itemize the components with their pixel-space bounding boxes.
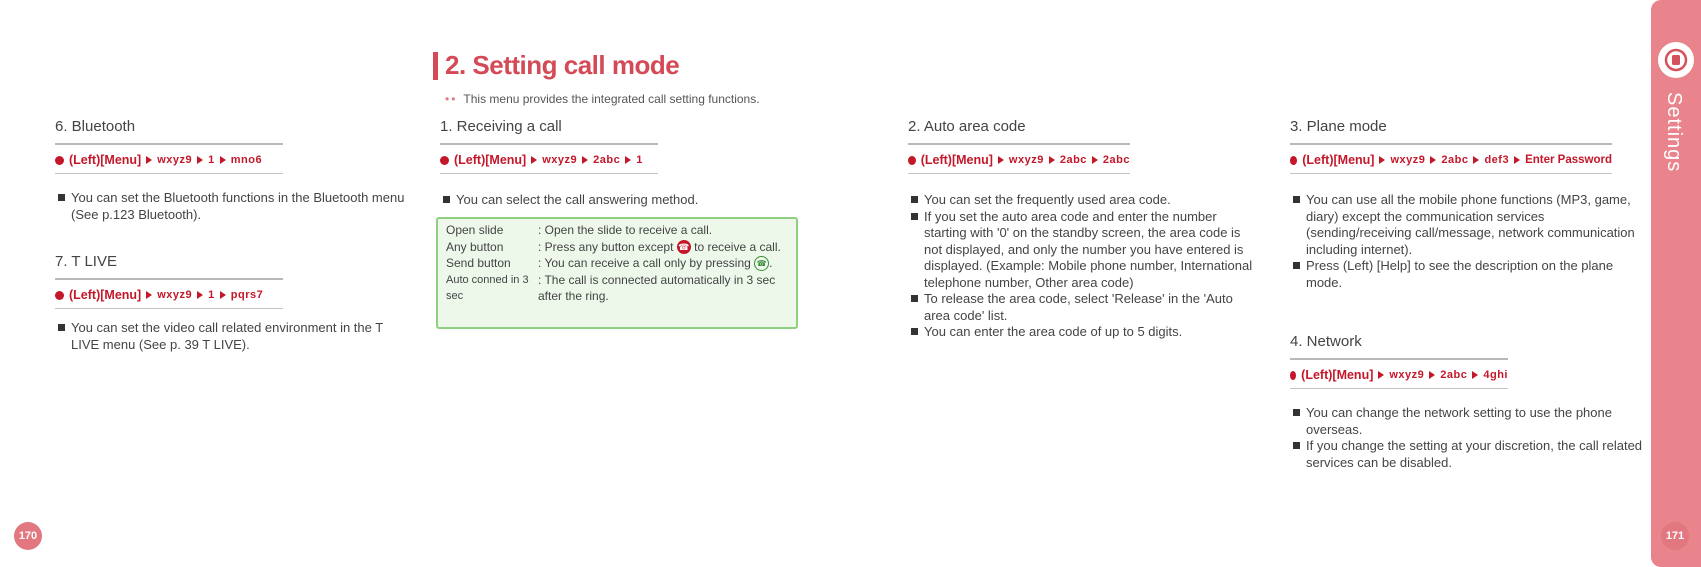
section-auto-area-code xyxy=(908,118,1130,174)
section-title: 4. Network xyxy=(1290,333,1362,350)
option-value-pre: : Press any button except xyxy=(538,239,674,254)
arrow-right-icon xyxy=(1430,156,1436,164)
path-key: 4ghi xyxy=(1483,369,1508,381)
bullet-circle-icon xyxy=(440,156,449,165)
section-receiving xyxy=(440,118,658,174)
side-tab-label: Settings xyxy=(1663,92,1685,173)
option-value: : The call is connected automatically in 3 sec after the ring. xyxy=(538,272,776,303)
path-key: 1 xyxy=(208,154,215,166)
path-key: def3 xyxy=(1484,154,1510,166)
bullet-circle-icon xyxy=(55,291,64,300)
menu-path xyxy=(1290,153,1612,167)
receiving-bullets xyxy=(443,192,803,209)
divider xyxy=(908,143,1130,145)
path-key: mno6 xyxy=(230,154,263,166)
option-row xyxy=(446,222,788,239)
divider xyxy=(55,143,283,145)
path-key: 2abc xyxy=(1440,369,1468,381)
arrow-right-icon xyxy=(625,156,631,164)
path-key: wxyz9 xyxy=(157,154,193,166)
page-number-left: 170 xyxy=(14,522,42,550)
path-step: Enter Password xyxy=(1525,154,1612,166)
settings-icon xyxy=(1658,42,1694,78)
list-item: If you change the setting at your discretion, the call related services can be disabled. xyxy=(1293,438,1648,471)
answer-options-box xyxy=(436,217,798,329)
arrow-right-icon xyxy=(1049,156,1055,164)
option-row xyxy=(446,255,788,272)
list-item: Press (Left) [Help] to see the description on the plane mode. xyxy=(1293,258,1648,291)
section-tlive xyxy=(55,253,283,309)
network-bullets xyxy=(1293,405,1648,471)
option-value-post: . xyxy=(769,256,773,270)
list-item: If you set the auto area code and enter the number starting with '0' on the standby screen, the area code is not displayed, and only the number you have entered is displayed. (Example: Mobile phone number, International telephone number, Other area code) xyxy=(911,209,1261,292)
option-label: Auto conned in 3 sec xyxy=(446,273,529,302)
path-step: (Left)[Menu] xyxy=(1302,153,1375,167)
tlive-bullets xyxy=(58,320,408,353)
arrow-right-icon xyxy=(1472,371,1478,379)
plane-mode-bullets xyxy=(1293,192,1648,291)
menu-path xyxy=(440,153,658,167)
arrow-right-icon xyxy=(531,156,537,164)
send-icon: ☎ xyxy=(754,256,769,271)
option-value xyxy=(538,239,788,256)
list-item: You can enter the area code of up to 5 digits. xyxy=(911,324,1261,341)
arrow-right-icon xyxy=(146,291,152,299)
path-key: 2abc xyxy=(1102,154,1130,166)
arrow-right-icon xyxy=(1429,371,1435,379)
arrow-right-icon xyxy=(1378,371,1384,379)
arrow-right-icon xyxy=(582,156,588,164)
section-plane-mode xyxy=(1290,118,1612,174)
divider xyxy=(440,143,658,145)
list-item: To release the area code, select 'Release' in the 'Auto area code' list. xyxy=(911,291,1261,324)
list-item: You can select the call answering method. xyxy=(443,192,803,209)
arrow-right-icon xyxy=(1473,156,1479,164)
end-call-icon: ☎ xyxy=(677,240,691,254)
menu-path xyxy=(1290,368,1508,382)
path-key: 1 xyxy=(208,289,215,301)
path-key: wxyz9 xyxy=(1390,154,1426,166)
page-title: 2. Setting call mode xyxy=(445,50,680,80)
option-value xyxy=(538,255,788,272)
intro-line xyxy=(445,92,760,106)
divider xyxy=(908,173,1130,174)
path-key: wxyz9 xyxy=(1389,369,1425,381)
path-step: (Left)[Menu] xyxy=(454,153,527,167)
option-value-pre: : You can receive a call only by pressing xyxy=(538,256,751,270)
arrow-right-icon xyxy=(197,291,203,299)
title-accent-bar xyxy=(433,52,438,80)
path-key: wxyz9 xyxy=(157,289,193,301)
path-step: (Left)[Menu] xyxy=(69,153,142,167)
arrow-right-icon xyxy=(220,156,226,164)
path-key: 1 xyxy=(636,154,643,166)
menu-path xyxy=(55,288,283,302)
option-row xyxy=(446,272,788,305)
path-step: (Left)[Menu] xyxy=(920,153,993,167)
menu-path xyxy=(908,153,1130,167)
bullet-circle-icon xyxy=(1290,371,1296,380)
list-item: You can set the frequently used area code. xyxy=(911,192,1261,209)
divider xyxy=(1290,173,1612,174)
option-label: Any button xyxy=(446,239,504,254)
divider xyxy=(1290,143,1612,145)
phone-settings-icon xyxy=(1664,48,1688,72)
option-label: Open slide xyxy=(446,223,504,237)
bullet-circle-icon xyxy=(908,156,916,165)
section-title: 3. Plane mode xyxy=(1290,118,1387,135)
menu-path xyxy=(55,153,283,167)
divider xyxy=(55,173,283,174)
bullet-circle-icon xyxy=(1290,156,1297,165)
bullet-circle-icon xyxy=(55,156,64,165)
option-value: : Open the slide to receive a call. xyxy=(538,223,713,237)
list-item: You can use all the mobile phone functions (MP3, game, diary) except the communication services (sending/receiving call/message, network communication including internet). xyxy=(1293,192,1648,258)
arrow-right-icon xyxy=(220,291,226,299)
arrow-right-icon xyxy=(1379,156,1385,164)
path-key: 2abc xyxy=(1059,154,1087,166)
path-key: wxyz9 xyxy=(542,154,578,166)
option-label: Send button xyxy=(446,256,511,270)
section-bluetooth xyxy=(55,118,283,174)
path-key: pqrs7 xyxy=(230,289,264,301)
option-value-post: to receive a call. xyxy=(694,239,781,254)
divider xyxy=(1290,388,1508,389)
intro-bullet-dots: •• xyxy=(445,92,458,106)
arrow-right-icon xyxy=(998,156,1004,164)
divider xyxy=(55,278,283,280)
arrow-right-icon xyxy=(1092,156,1098,164)
section-title: 6. Bluetooth xyxy=(55,118,136,135)
section-title: 1. Receiving a call xyxy=(440,118,562,135)
arrow-right-icon xyxy=(197,156,203,164)
page-number-right: 171 xyxy=(1661,522,1689,550)
arrow-right-icon xyxy=(1514,156,1520,164)
divider xyxy=(55,308,283,309)
section-network xyxy=(1290,333,1508,389)
list-item: You can change the network setting to use the phone overseas. xyxy=(1293,405,1648,438)
bluetooth-bullets xyxy=(58,190,408,223)
path-step: (Left)[Menu] xyxy=(69,288,142,302)
arrow-right-icon xyxy=(146,156,152,164)
intro-text: This menu provides the integrated call setting functions. xyxy=(463,92,760,106)
section-title: 2. Auto area code xyxy=(908,118,1026,135)
auto-area-bullets xyxy=(911,192,1261,341)
option-row xyxy=(446,239,788,256)
list-item: You can set the Bluetooth functions in the Bluetooth menu (See p.123 Bluetooth). xyxy=(58,190,408,223)
divider xyxy=(440,173,658,174)
path-key: 2abc xyxy=(593,154,621,166)
path-step: (Left)[Menu] xyxy=(1301,368,1374,382)
path-key: 2abc xyxy=(1441,154,1469,166)
divider xyxy=(1290,358,1508,360)
section-title: 7. T LIVE xyxy=(55,253,117,270)
path-key: wxyz9 xyxy=(1008,154,1044,166)
side-tab xyxy=(1651,0,1701,567)
list-item: You can set the video call related environment in the T LIVE menu (See p. 39 T LIVE). xyxy=(58,320,408,353)
